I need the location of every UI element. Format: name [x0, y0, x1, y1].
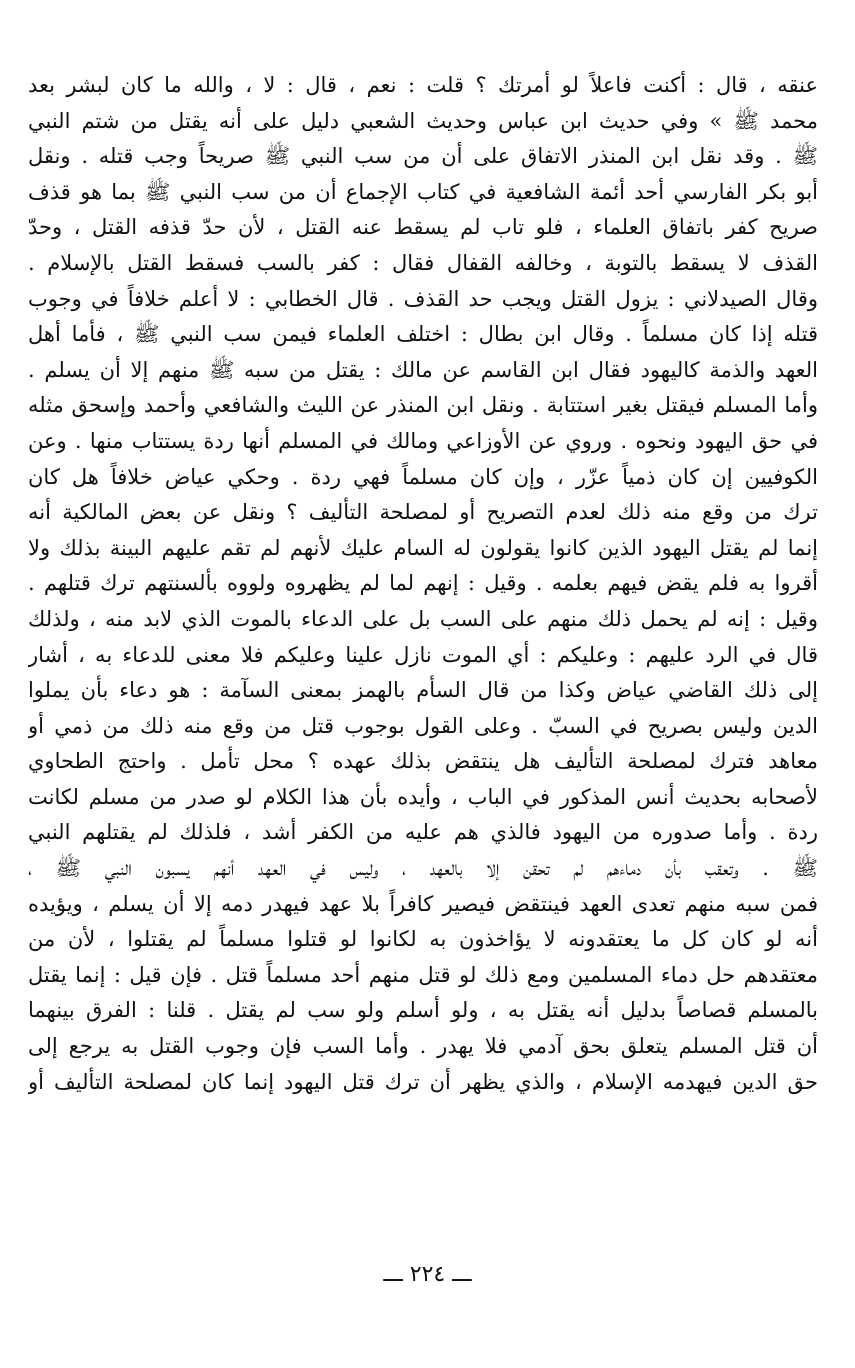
text-line-20: معاهد فترك لمصلحة التأليف هل ينتقض بذلك عهده ؟ محل تأمل . واحتج الطحاوي — [28, 749, 818, 774]
text-line-29: حق الدين فيهدمه الإسلام ، والذي يظهر أن ترك قتل اليهود إنما كان لمصلحة التأليف أو — [28, 1069, 818, 1094]
text-line-13: ترك من وقع منه ذلك لعدم التصريح أو لمصلحة التأليف ؟ ونقل عن بعض المالكية أنه — [28, 500, 818, 525]
text-line-16: وقيل : إنه لم يحمل ذلك منهم على السب بل على الدعاء بالموت الذي لابد منه ، ولذلك — [28, 606, 818, 631]
text-line-28: أن قتل المسلم يتعلق بحق آدمي فلا يهدر . وأما السب فإن وجوب القتل به يرجع إلى — [28, 1034, 818, 1059]
text-line-14: إنما لم يقتل اليهود الذين كانوا يقولون له السام عليك لأنهم لم تقم عليهم البينة بذلك ولا — [28, 535, 818, 560]
text-line-9: العهد والذمة كاليهود فقال ابن القاسم عن مالك : يقتل من سبه ﷺ منهم إلا أن يسلم . — [28, 357, 818, 382]
text-line-2: محمد ﷺ » وفي حديث ابن عباس وحديث الشعبي دليل على أنه يقتل من شتم النبي — [28, 108, 818, 133]
text-line-22: ردة . وأما صدوره من اليهود فالذي هم عليه من الكفر أشد ، فلذلك لم يقتلهم النبي — [28, 820, 818, 845]
text-line-1: عنقه ، قال : أكنت فاعلاً لو أمرتك ؟ قلت : نعم ، قال : لا ، والله ما كان لبشر بعد — [28, 73, 818, 97]
text-line-6: القذف لا يسقط بالتوبة ، وخالفه القفال فقال : كفر بالسب فسقط القتل بالإسلام . — [28, 250, 818, 275]
text-line-19: الدين وليس بصريح في السبّ . وعلى القول بوجوب قتل من وقع منه ذلك من ذمي أو — [28, 713, 818, 738]
text-line-23: ﷺ . وتعقب بأن دماءهم لم تحقن إلا بالعهد ، وليس في العهد أنهم يسبون النبي ﷺ ، — [28, 856, 818, 881]
text-line-21: لأصحابه بحديث أنس المذكور في الباب ، وأيده بأن هذا الكلام لو صدر من مسلم لكانت — [28, 784, 818, 809]
text-line-8: قتله إذا كان مسلماً . وقال ابن بطال : اختلف العلماء فيمن سب النبي ﷺ ، فأما أهل — [28, 322, 818, 347]
body-text — [28, 68, 818, 1100]
text-line-10: وأما المسلم فيقتل بغير استتابة . ونقل ابن المنذر عن الليث والشافعي وأحمد وإسحق مثله — [28, 393, 818, 418]
text-line-26: معتقدهم حل دماء المسلمين ومع ذلك لو قتل منهم أحد مسلماً قتل . فإن قيل : إنما يقتل — [28, 962, 818, 987]
page-number: ـــ ٢٢٤ ـــ — [383, 1262, 472, 1287]
text-line-12: الكوفيين إن كان ذمياً عزّر ، وإن كان مسلماً فهي ردة . وحكي عياض خلافاً هل كان — [28, 464, 818, 489]
text-line-24: فمن سبه منهم تعدى العهد فينتقض فيصير كافراً بلا عهد فيهدر دمه إلا أن يسلم ، ويؤيده — [28, 891, 818, 916]
text-line-18: إلى ذلك القاضي عياض وكذا من قال السأم بالهمز بمعنى السآمة : هو دعاء بأن يملوا — [28, 678, 818, 703]
text-line-7: وقال الصيدلاني : يزول القتل ويجب حد القذف . قال الخطابي : لا أعلم خلافاً في وجوب — [28, 286, 818, 311]
text-line-15: أقروا به فلم يقض فيهم بعلمه . وقيل : إنهم لما لم يظهروه ولووه بألسنتهم ترك قتلهم . — [28, 571, 818, 596]
text-line-25: أنه لو كان كل ما يعتقدونه لا يؤاخذون به لكانوا لو قتلوا مسلماً لم يقتلوا ، لأن من — [28, 927, 818, 952]
text-line-5: صريح كفر باتفاق العلماء ، فلو تاب لم يسقط عنه القتل ، لأن حدّ قذفه القتل ، وحدّ — [28, 215, 818, 240]
text-line-17: قال في الرد عليهم : وعليكم : أي الموت نازل علينا وعليكم فلا معنى للدعاء به ، أشار — [28, 642, 818, 667]
text-line-11: في حق اليهود ونحوه . وروي عن الأوزاعي ومالك في المسلم أنها ردة يستتاب منها . وعن — [28, 428, 818, 453]
text-line-3: ﷺ . وقد نقل ابن المنذر الاتفاق على أن من سب النبي ﷺ صريحاً وجب قتله . ونقل — [28, 144, 818, 169]
text-line-4: أبو بكر الفارسي أحد أئمة الشافعية في كتاب الإجماع أن من سب النبي ﷺ بما هو قذف — [28, 179, 818, 204]
text-line-27: بالمسلم قصاصاً بدليل أنه يقتل به ، ولو أسلم ولو سب لم يقتل . قلنا : الفرق بينهما — [28, 998, 818, 1023]
